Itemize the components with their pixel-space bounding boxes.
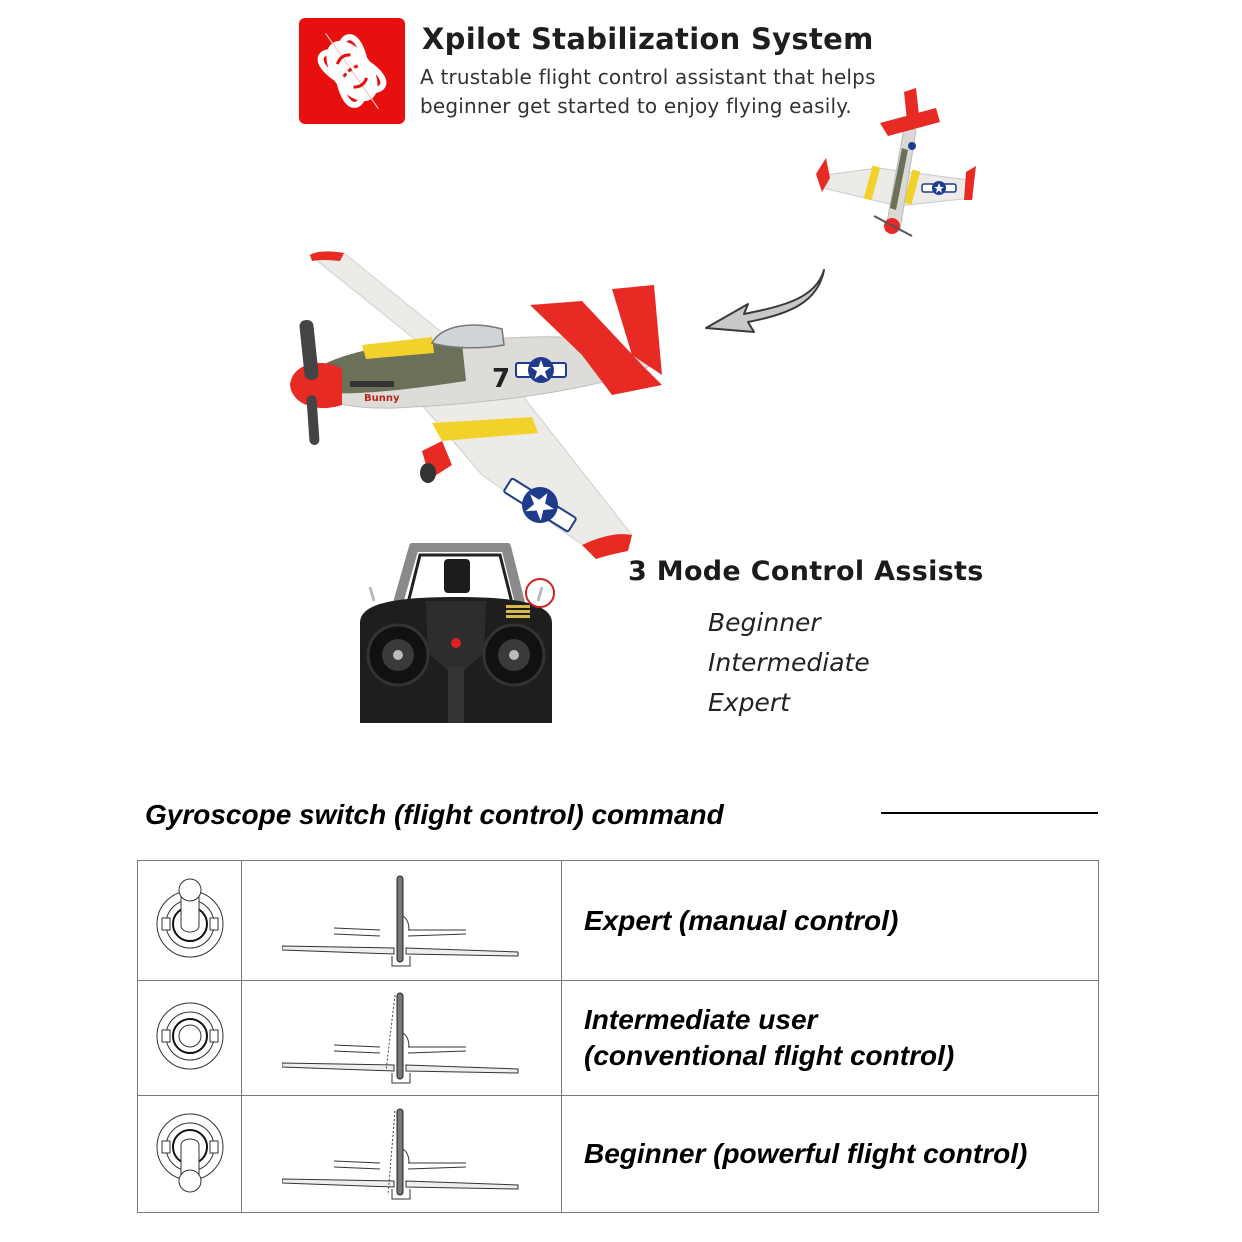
rc-transmitter-icon	[356, 543, 556, 723]
rudder-deflect-icon	[242, 1096, 562, 1213]
header-subtitle-line2: beginner get started to enjoy flying easily.	[420, 94, 852, 118]
toggle-switch-down-icon	[138, 1096, 242, 1213]
divider-line	[881, 812, 1098, 814]
toggle-switch-middle-icon	[138, 981, 242, 1096]
svg-text:Bunny: Bunny	[364, 393, 400, 404]
gyro-mode-table	[137, 860, 1099, 1213]
p51-mustang-large-icon	[282, 245, 672, 565]
mode-label-expert: Expert (manual control)	[562, 861, 1099, 981]
header-title: Xpilot Stabilization System	[422, 22, 874, 56]
gyro-section-title: Gyroscope switch (flight control) command	[145, 799, 724, 830]
mode-label-beginner: Beginner (powerful flight control)	[562, 1096, 1099, 1213]
table-row	[138, 861, 1099, 981]
rudder-center-icon	[242, 861, 562, 981]
modes-title: 3 Mode Control Assists	[628, 556, 984, 587]
mode-label-intermediate: Intermediate user (conventional flight control)	[562, 981, 1099, 1096]
header-subtitle-line1: A trustable flight control assistant that helps	[420, 65, 876, 89]
xpilot-gyro-logo-icon	[299, 18, 405, 124]
mode-item-expert: Expert	[708, 688, 790, 717]
mode-item-intermediate: Intermediate	[708, 648, 870, 677]
p51-mustang-small-icon	[808, 88, 978, 238]
mode-item-beginner: Beginner	[708, 608, 821, 637]
table-row	[138, 981, 1099, 1096]
toggle-switch-up-icon	[138, 861, 242, 981]
rudder-deflect-icon	[242, 981, 562, 1096]
curved-arrow-icon	[704, 268, 829, 338]
svg-text:7: 7	[492, 364, 511, 394]
table-row	[138, 1096, 1099, 1213]
